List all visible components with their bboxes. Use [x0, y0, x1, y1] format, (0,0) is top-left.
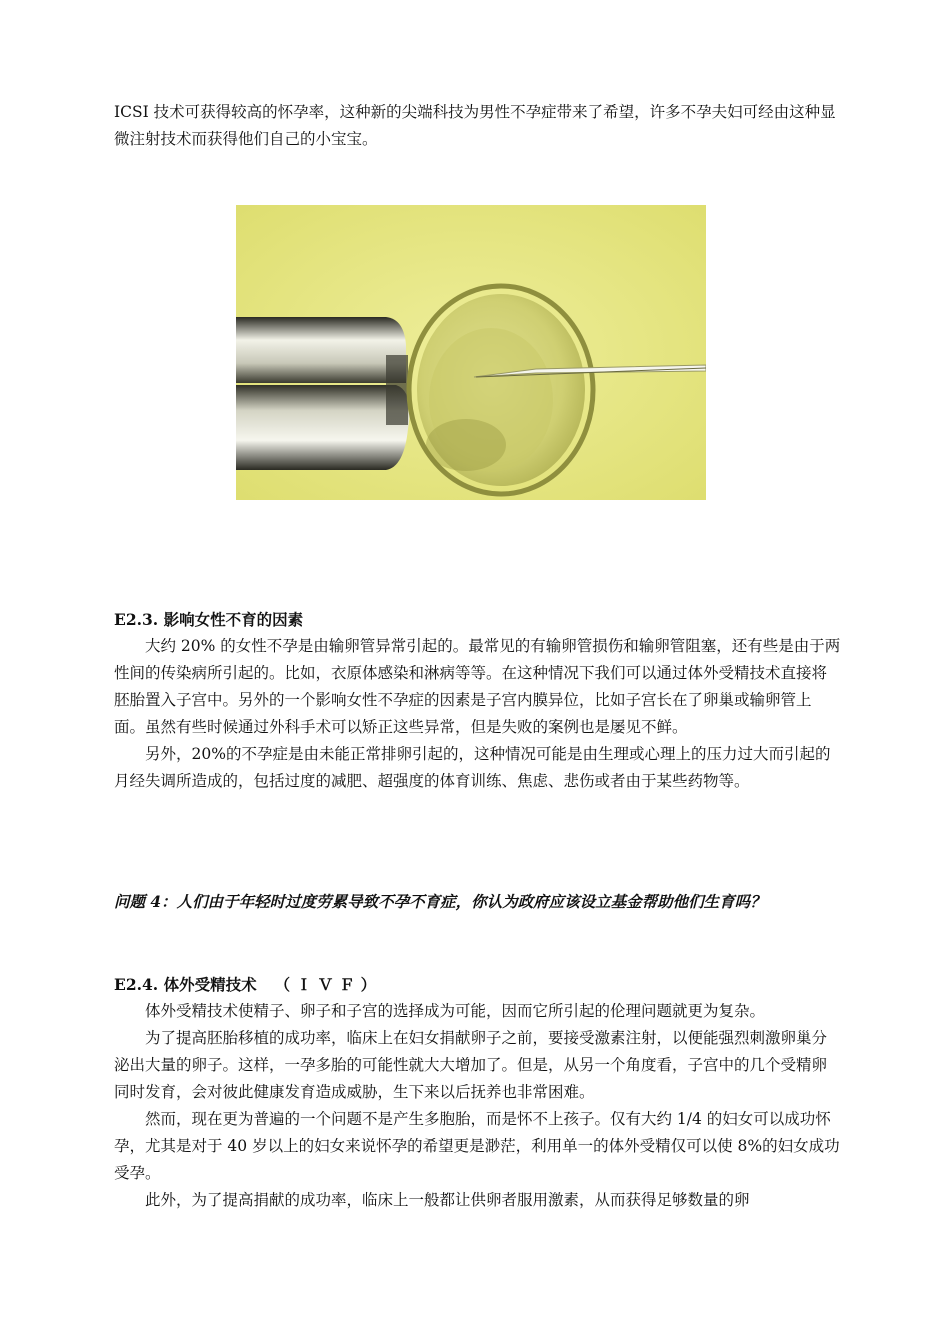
holding-pipette [236, 317, 410, 470]
icsi-microinjection-image [236, 205, 706, 500]
section-body-e24 [114, 998, 842, 1214]
body-paragraph: 另外，20%的不孕症是由未能正常排卵引起的，这种情况可能是由生理或心理上的压力过大而引起的月经失调所造成的，包括过度的减肥、超强度的体育训练、焦虑、悲伤或者由于某些药物等。 [114, 745, 831, 790]
section-heading-e24 [114, 972, 382, 998]
question-4: 问题 4：人们由于年轻时过度劳累导致不孕不育症，你认为政府应该设立基金帮助他们生育吗？ [114, 892, 766, 911]
body-paragraph: 大约 20% 的女性不孕是由输卵管异常引起的。最常见的有输卵管损伤和输卵管阻塞，还有些是由于两性间的传染病所引起的。比如，衣原体感染和淋病等等。在这种情况下我们可以通过体外受精技术直接将胚胎置入子宫中。另外的一个影响女性不孕症的因素是子宫内膜异位，比如子宫长在了卵巢或输卵管上面。虽然有些时候通过外科手术可以矫正这些异常，但是失败的案例也是屡见不鲜。 [114, 637, 841, 736]
section-body-e23 [114, 633, 842, 795]
body-paragraph: 体外受精技术使精子、卵子和子宫的选择成为可能，因而它所引起的伦理问题就更为复杂。 [145, 1002, 766, 1020]
section-heading-e23: E2.3. 影响女性不育的因素 [114, 610, 304, 629]
oocyte [409, 286, 593, 494]
body-paragraph: 此外，为了提高捐献的成功率，临床上一般都让供卵者服用激素，从而获得足够数量的卵 [145, 1191, 750, 1209]
intro-paragraph: ICSI 技术可获得较高的怀孕率，这种新的尖端科技为男性不孕症带来了希望，许多不孕夫妇可经由这种显微注射技术而获得他们自己的小宝宝。 [114, 103, 836, 148]
section-heading-e24-title: E2.4. 体外受精技术 [114, 975, 257, 994]
body-paragraph: 为了提高胚胎移植的成功率，临床上在妇女捐献卵子之前，要接受激素注射，以便能强烈刺激卵巢分泌出大量的卵子。这样，一孕多胎的可能性就大大增加了。但是，从另一个角度看，子宫中的几个受精卵同时发育，会对彼此健康发育造成威胁，生下来以后抚养也非常困难。 [114, 1029, 828, 1101]
section-heading-e24-tag: （ＩＶＦ） [274, 975, 383, 994]
body-paragraph: 然而，现在更为普遍的一个问题不是产生多胞胎，而是怀不上孩子。仅有大约 1/4 的妇女可以成功怀孕，尤其是对于 40 岁以上的妇女来说怀孕的希望更是渺茫，利用单一的体外受精仅可以使 8%的妇女成功受孕。 [114, 1110, 840, 1182]
